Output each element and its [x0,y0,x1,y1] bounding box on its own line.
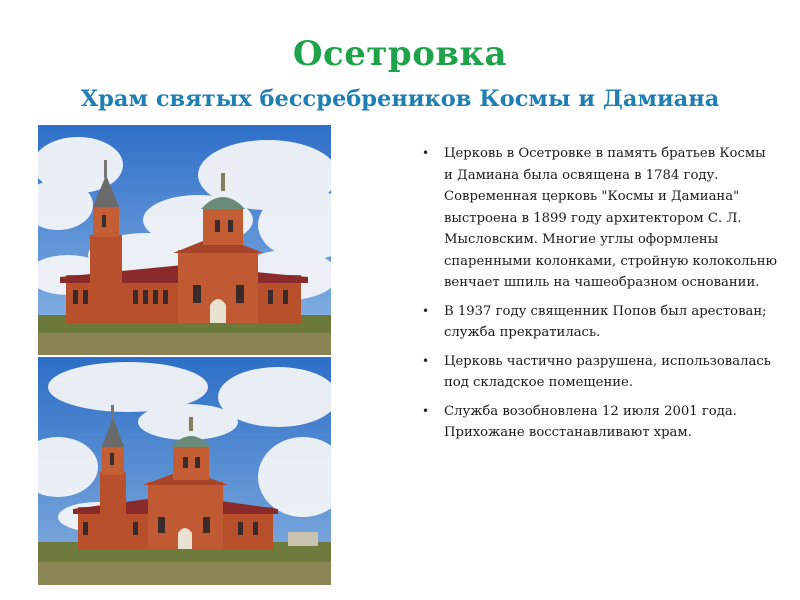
slide-title: Осетровка [292,34,508,74]
bullet-text: Церковь в Осетровке в память братьев Космы и Дамиана была освящена в 1784 году. Современная церковь "Космы и Дамиана" выстроена в 1899 году архитектором С. Л. Мысловским. Многие углы оформлены спаренными колонками, стройную колокольню венчает шпиль на чашеобразном основании. [444,146,778,290]
bullet-dot-icon: • [422,403,430,418]
bullet-dot-icon: • [422,303,430,318]
bullet-item [418,143,778,294]
bullet-text: Церковь частично разрушена, использовалась под складское помещение. [444,353,771,390]
bullet-item [418,401,778,444]
church-photo-bottom [38,357,331,585]
bullet-dot-icon: • [422,353,430,368]
bullet-text: Служба возобновлена 12 июля 2001 года. Прихожане восстанавливают храм. [444,403,737,440]
bullet-list [418,143,778,451]
church-photo-top [38,125,331,355]
bullet-item [418,301,778,344]
bullet-text: В 1937 году священник Попов был арестован; служба прекратилась. [444,303,767,340]
slide-subtitle: Храм святых бессребреников Космы и Дамиана [80,86,720,112]
bullet-item [418,351,778,394]
bullet-dot-icon: • [422,146,430,160]
